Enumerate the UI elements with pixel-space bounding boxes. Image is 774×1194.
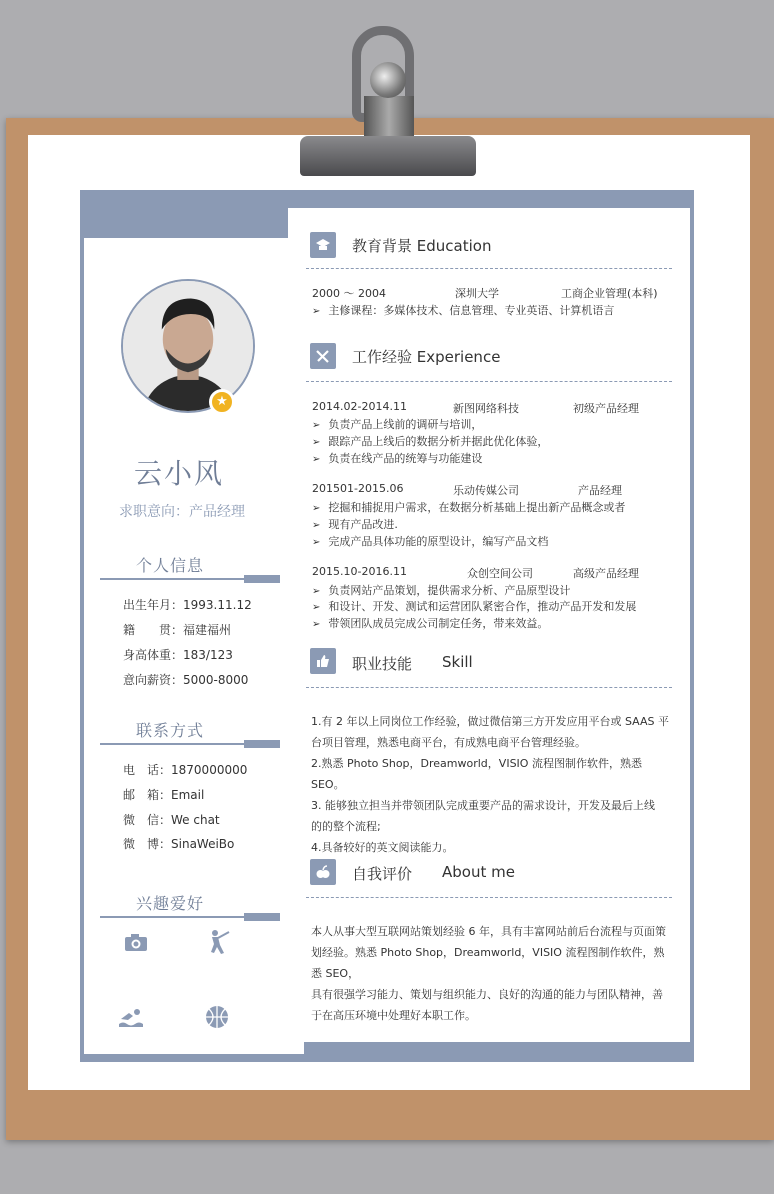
experience-section-icon (310, 343, 336, 369)
contact-wechat: 微 信：We chat (123, 813, 220, 827)
about-line: 于在高压环境中处理好本职工作。 (311, 1009, 476, 1022)
education-school: 深圳大学 (455, 287, 499, 300)
info-salary: 意向薪资：5000-8000 (123, 673, 249, 687)
tools-icon (315, 348, 331, 364)
binder-clip (300, 26, 476, 176)
education-section-icon (310, 232, 336, 258)
job-duty: ➢ 负责网站产品策划，提供需求分析、产品原型设计 (312, 582, 570, 598)
skills-line: 台项目管理，熟悉电商平台，有成熟电商平台管理经验。 (311, 736, 586, 749)
contact-title: 联系方式 (135, 721, 204, 740)
about-title-cn: 自我评价 (352, 865, 413, 883)
skills-title-cn: 职业技能 (352, 655, 413, 673)
about-line: 具有很强学习能力、策划与组织能力、良好的沟通的能力与团队精神，善 (311, 988, 663, 1001)
job-role: 初级产品经理 (573, 402, 639, 415)
avatar (121, 279, 255, 413)
section-dashed-divider (306, 897, 672, 898)
job-duty: ➢ 完成产品具体功能的原型设计，编写产品文档 (312, 533, 548, 549)
section-dashed-divider (306, 687, 672, 688)
job-duty: ➢ 现有产品改进. (312, 516, 398, 532)
frame-top-band (84, 208, 294, 238)
avatar-portrait (123, 281, 253, 411)
skills-title-en: Skill (442, 653, 473, 671)
skills-section-icon (310, 648, 336, 674)
candidate-name: 云小风 (133, 457, 224, 490)
section-divider-accent (244, 740, 280, 748)
job-period: 2014.02-2014.11 (312, 400, 407, 413)
job-period: 2015.10-2016.11 (312, 565, 407, 578)
contact-email: 邮 箱：Email (123, 788, 205, 802)
education-major: 工商企业管理(本科) (561, 287, 658, 300)
section-dashed-divider (306, 268, 672, 269)
education-period: 2000 ～ 2004 (312, 287, 386, 300)
personal-info-title: 个人信息 (135, 556, 204, 575)
skills-list (311, 711, 671, 858)
section-divider-accent (244, 913, 280, 921)
camera-icon (122, 928, 150, 956)
job-company: 新图网络科技 (453, 402, 519, 415)
section-divider-accent (244, 575, 280, 583)
hobbies-title: 兴趣爱好 (135, 894, 204, 913)
job-duty: ➢ 和设计、开发、测试和运营团队紧密合作，推动产品开发和发展 (312, 598, 636, 614)
info-hometown: 籍 贯：福建福州 (123, 623, 232, 637)
job-company: 乐动传媒公司 (453, 484, 519, 497)
job-company: 众创空间公司 (467, 567, 533, 580)
contact-weibo: 微 博：SinaWeiBo (123, 837, 235, 851)
about-title-en: About me (442, 863, 515, 881)
about-line: 划经验。熟悉 Photo Shop，Dreamworld，VISIO 流程图制作软件，熟悉 SEO， (311, 946, 665, 980)
job-role: 高级产品经理 (573, 567, 639, 580)
info-birth: 出生年月：1993.11.12 (123, 598, 252, 612)
swimming-icon (117, 1003, 145, 1031)
skills-line: 4.具备较好的英文阅读能力。 (311, 841, 454, 854)
skills-line: 3. 能够独立担当并带领团队完成重要产品的需求设计，开发及最后上线 (311, 799, 655, 812)
star-icon: ★ (209, 389, 235, 415)
education-title: 教育背景 Education (352, 237, 492, 255)
school-icon (315, 237, 331, 253)
section-dashed-divider (306, 381, 672, 382)
job-duty: ➢ 挖掘和捕捉用户需求，在数据分析基础上提出新产品概念或者 (312, 499, 625, 515)
skills-line: 的的整个流程; (311, 820, 381, 833)
contact-phone: 电 话：1870000000 (123, 763, 248, 777)
job-intent: 求职意向：产品经理 (119, 504, 245, 520)
about-line: 本人从事大型互联网站策划经验 6 年，具有丰富网站前后台流程与页面策 (311, 925, 666, 938)
skills-line: 2.熟悉 Photo Shop，Dreamworld，VISIO 流程图制作软件，熟悉 SEO。 (311, 757, 642, 791)
job-duty: ➢ 带领团队成员完成公司制定任务，带来效益。 (312, 615, 548, 631)
experience-title: 工作经验 Experience (352, 348, 501, 366)
apple-icon (315, 864, 331, 880)
job-duty: ➢ 跟踪产品上线后的数据分析并据此优化体验， (312, 433, 548, 449)
badminton-icon (204, 928, 232, 956)
job-role: 产品经理 (578, 484, 622, 497)
basketball-icon (203, 1003, 231, 1031)
about-section-icon (310, 859, 336, 885)
education-courses: ➢ 主修课程：多媒体技术、信息管理、专业英语、计算机语言 (312, 302, 614, 318)
job-duty: ➢ 负责在线产品的统筹与功能建设 (312, 450, 482, 466)
about-text (311, 921, 671, 1026)
job-period: 201501-2015.06 (312, 482, 404, 495)
thumbs-up-icon (315, 653, 331, 669)
skills-line: 1.有 2 年以上同岗位工作经验，做过微信第三方开发应用平台或 SAAS 平 (311, 715, 670, 728)
job-duty: ➢ 负责产品上线前的调研与培训， (312, 416, 482, 432)
info-height-weight: 身高体重：183/123 (123, 648, 233, 662)
